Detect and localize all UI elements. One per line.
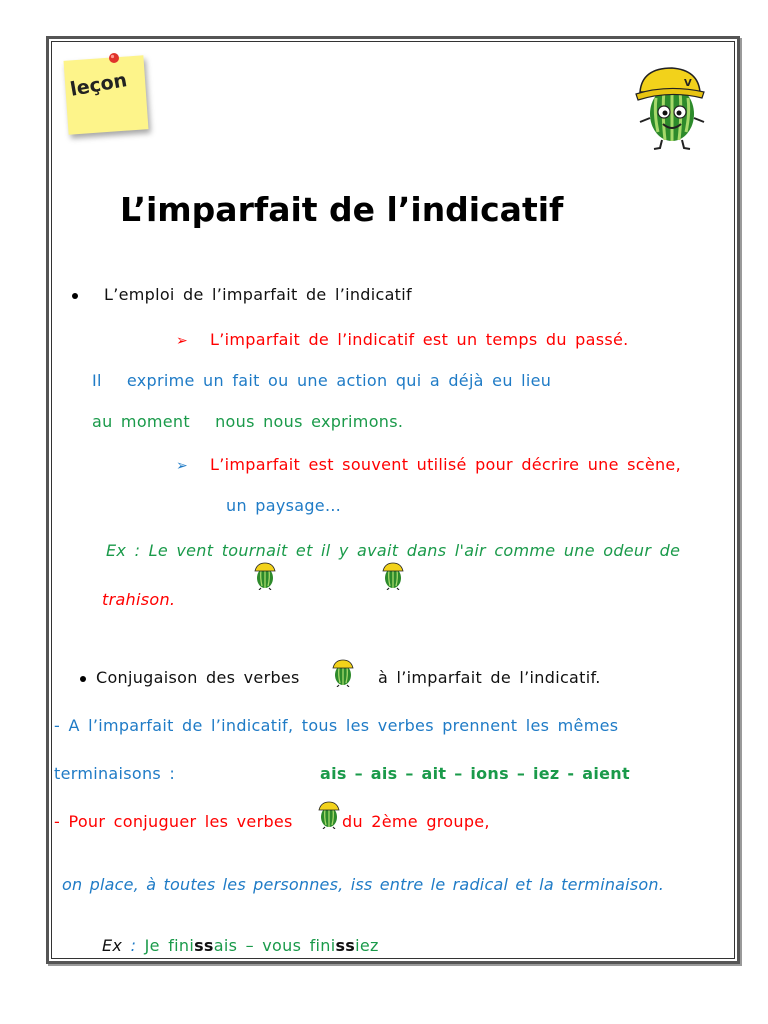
arrow-bullet-icon: ➢ [176, 333, 189, 349]
small-watermelon-icon [252, 562, 278, 590]
section1-example: Ex : Le vent tournait et il y avait dans l'air comme une odeur de [106, 541, 681, 560]
example-part: ais – vous fini [213, 936, 336, 955]
section1-point2 [176, 455, 681, 474]
example-colon: : [122, 936, 145, 955]
section2-rule1-label: terminaisons : [54, 764, 176, 783]
section2-example [102, 936, 379, 955]
example-iss: ss [335, 936, 356, 955]
section1-line2: au moment nous nous exprimons. [92, 412, 404, 431]
example-part: iez [355, 936, 379, 955]
watermelon-mascot-icon [632, 62, 708, 152]
section2-rule1-line1: - A l’imparfait de l’indicatif, tous les verbes prennent les mêmes [54, 716, 619, 735]
imparfait-endings: ais – ais – ait – ions – iez - aient [320, 764, 630, 783]
example-part: Je fini [144, 936, 195, 955]
svg-text:V: V [684, 78, 692, 89]
page-title: L’imparfait de l’indicatif [120, 190, 564, 229]
pushpin-icon [108, 52, 120, 64]
section1-point1-text: L’imparfait de l’indicatif est un temps du passé. [210, 330, 629, 349]
section2-heading-part2: à l’imparfait de l’indicatif. [378, 668, 601, 687]
section1-heading [72, 285, 412, 304]
small-watermelon-icon [380, 562, 406, 590]
example-iss: ss [194, 936, 214, 955]
section1-heading-text: L’emploi de l’imparfait de l’indicatif [104, 285, 412, 304]
section1-point2-cont: un paysage… [226, 496, 342, 515]
bullet-dot [80, 676, 86, 682]
section1-point2-text: L’imparfait est souvent utilisé pour décrire une scène, [210, 455, 681, 474]
example-prefix: Ex [102, 936, 123, 955]
section2-heading [80, 668, 300, 687]
bullet-dot [72, 293, 78, 299]
sticky-label: leçon [68, 69, 129, 101]
section2-rule2-part2: du 2ème groupe, [342, 812, 490, 831]
small-watermelon-icon [330, 659, 356, 687]
section2-heading-part1: Conjugaison des verbes [96, 668, 300, 687]
section2-rule2-line2: on place, à toutes les personnes, iss entre le radical et la terminaison. [62, 875, 664, 894]
small-watermelon-icon [316, 801, 342, 829]
section2-rule2-part1: - Pour conjuguer les verbes [54, 812, 293, 831]
section1-example-end: trahison. [102, 590, 176, 609]
section1-line1: Il exprime un fait ou une action qui a déjà eu lieu [92, 371, 552, 390]
section1-point1 [176, 330, 629, 349]
arrow-bullet-icon: ➢ [176, 458, 189, 474]
